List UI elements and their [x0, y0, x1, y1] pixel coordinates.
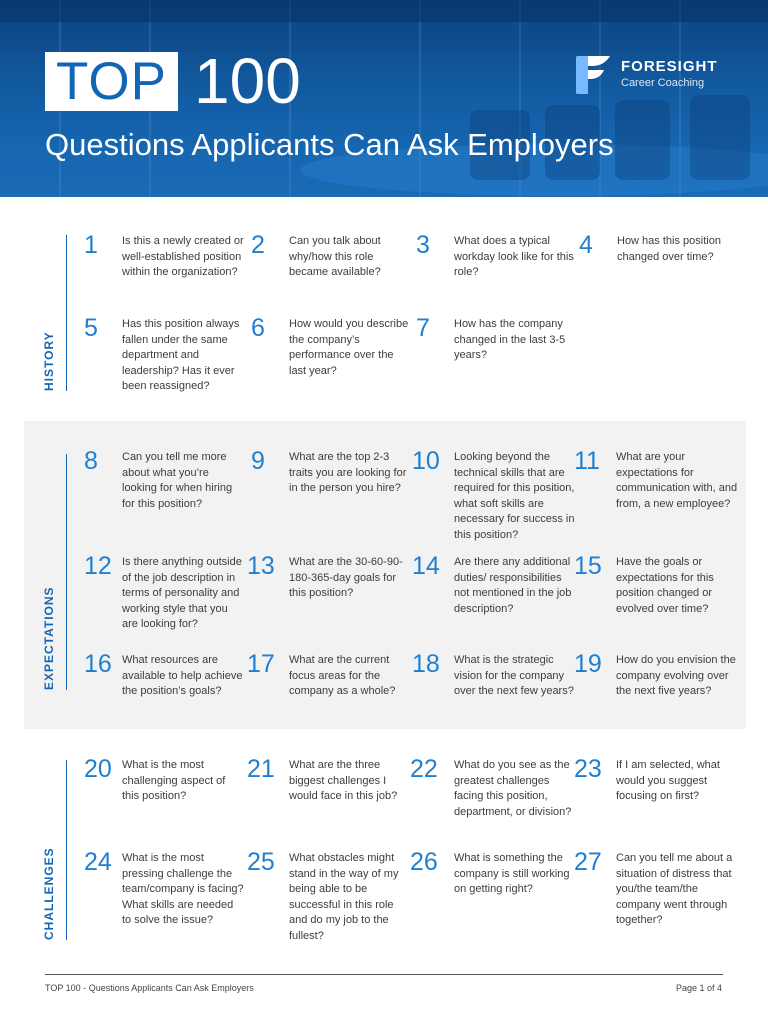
top-number: 100 [194, 45, 301, 117]
question-number: 19 [574, 650, 602, 678]
question-text: How would you describe the company’s performance over the last year? [289, 318, 409, 377]
question-text: Can you tell me more about what you’re looking for when hiring for this position? [122, 451, 233, 510]
footer-divider [45, 974, 723, 975]
question-number: 18 [412, 650, 440, 678]
question-text: How has this position changed over time? [617, 235, 721, 263]
question-number: 24 [84, 848, 112, 876]
question-number: 22 [410, 755, 438, 783]
question-number: 17 [247, 650, 275, 678]
question-text: What obstacles might stand in the way of my being able to be successful in this role and do my job to the fullest? [289, 852, 399, 942]
question-number: 8 [84, 447, 98, 475]
question-text: Can you talk about why/how this role became available? [289, 235, 381, 279]
question-number: 27 [574, 848, 602, 876]
question-text: What is something the company is still working on getting right? [454, 852, 570, 896]
question-text: How do you envision the company evolving over the next five years? [616, 654, 736, 698]
question-number: 25 [247, 848, 275, 876]
question-number: 3 [416, 231, 430, 259]
question-text: Has this position always fallen under the same department and leadership? Has it ever been reassigned? [122, 318, 240, 393]
question-number: 11 [574, 447, 600, 475]
question-text: How has the company changed in the last 3-5 years? [454, 318, 566, 362]
section-divider-line [66, 454, 67, 690]
section-label: CHALLENGES [42, 847, 56, 940]
question-number: 5 [84, 314, 98, 342]
section-divider-line [66, 235, 67, 391]
question-text: What resources are available to help achieve the position’s goals? [122, 654, 243, 698]
page-number: Page 1 of 4 [675, 983, 722, 993]
section-expectations [24, 421, 746, 729]
question-number: 21 [247, 755, 275, 783]
question-number: 26 [410, 848, 438, 876]
question-number: 2 [251, 231, 265, 259]
section-divider-line [66, 760, 67, 940]
logo-subtitle: Career Coaching [621, 77, 705, 89]
question-number: 10 [412, 447, 440, 475]
page-subtitle: Questions Applicants Can Ask Employers [45, 127, 614, 162]
section-challenges [24, 738, 746, 948]
question-text: Have the goals or expectations for this position changed or evolved over time? [616, 556, 714, 615]
question-number: 7 [416, 314, 430, 342]
question-number: 9 [251, 447, 265, 475]
foresight-logo [574, 54, 744, 100]
question-text: What are your expectations for communication with, and from, a new employee? [616, 451, 738, 510]
question-text: What is the most challenging aspect of this position? [122, 759, 226, 803]
footer-title: TOP 100 - Questions Applicants Can Ask Employers [45, 983, 254, 993]
question-number: 13 [247, 552, 275, 580]
question-text: Is this a newly created or well-established position within the organization? [122, 235, 244, 279]
question-text: What do you see as the greatest challenges facing this position, department, or division? [454, 759, 572, 818]
question-text: What are the current focus areas for the company as a whole? [289, 654, 396, 698]
question-text: What are the top 2-3 traits you are looking for in the person you hire? [289, 451, 407, 495]
question-text: What are the 30-60-90-180-365-day goals for this position? [289, 556, 403, 600]
section-history [24, 212, 746, 412]
question-text: Are there any additional duties/ responsibilities not mentioned in the job description? [454, 556, 572, 615]
foresight-logo-mark-icon [574, 54, 612, 96]
question-number: 6 [251, 314, 265, 342]
top-label-box [45, 52, 178, 111]
question-number: 16 [84, 650, 112, 678]
top-label: TOP [56, 52, 167, 111]
question-number: 15 [574, 552, 602, 580]
question-number: 12 [84, 552, 112, 580]
question-number: 14 [412, 552, 440, 580]
question-number: 4 [579, 231, 593, 259]
question-text: What are the three biggest challenges I would face in this job? [289, 759, 398, 803]
question-text: Can you tell me about a situation of distress that you/the team/the company went through together? [616, 852, 733, 927]
section-label: EXPECTATIONS [42, 586, 56, 690]
header-banner [0, 0, 768, 197]
question-text: What is the strategic vision for the company over the next few years? [454, 654, 574, 698]
question-text: What does a typical workday look like for this role? [454, 235, 574, 279]
question-number: 20 [84, 755, 112, 783]
question-number: 23 [574, 755, 602, 783]
question-text: Looking beyond the technical skills that are required for this position, what soft skills are necessary for success in this position? [454, 451, 575, 541]
logo-name: FORESIGHT [621, 58, 718, 75]
question-text: What is the most pressing challenge the team/company is facing? What skills are needed to solve the issue? [122, 852, 244, 927]
question-number: 1 [84, 231, 98, 259]
question-text: Is there anything outside of the job description in terms of personality and working style that you are looking for? [122, 556, 242, 631]
section-label: HISTORY [42, 331, 56, 391]
question-text: If I am selected, what would you suggest focusing on first? [616, 759, 720, 803]
